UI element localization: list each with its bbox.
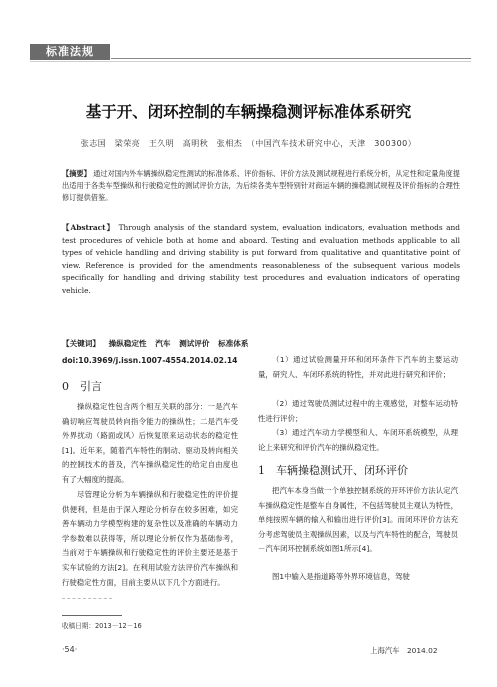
keywords-line: [62, 338, 255, 349]
section-rule: [111, 58, 471, 59]
abstract-cn-label: 【摘要】: [62, 169, 91, 178]
method-item-2: （2）通过驾驶员测试过程中的主观感觉，对整车运动特性进行评价；: [258, 399, 458, 423]
keyword-item: 标准体系: [218, 339, 249, 348]
intro-paragraph-1: 操纵稳定性包含两个相互关联的部分：一是汽车确切响应驾驶员转向指令能力的操纵性；二是汽车受外界扰动（路面或风）后恢复原来运动状态的稳定性[1]。近年来，随着汽车特性的制动、驱动及转向相关的控制技术的普及，汽车操纵稳定性的给定自由度也有了大幅度的提高。: [62, 402, 238, 484]
abstract-en: [62, 222, 460, 298]
bottom-mark: [62, 598, 112, 599]
page-number: ·54·: [62, 645, 78, 654]
received-date: 收稿日期：2013－12－16: [62, 622, 142, 630]
keyword-item: 汽车: [155, 339, 171, 348]
keyword-item: 操纵稳定性: [108, 339, 147, 348]
abstract-en-label: 【Abstract】: [62, 223, 116, 232]
keywords-label: 【关键词】: [62, 339, 100, 348]
section-1-paragraph-2: 图1中输入是指道路等外界环境信息，驾驶: [272, 572, 410, 581]
section-rule-light: [30, 61, 471, 62]
keyword-item: 测试评价: [179, 339, 210, 348]
paper-title: 基于开、闭环控制的车辆操稳测评标准体系研究: [85, 103, 412, 121]
footnote-rule: [62, 615, 122, 616]
section-1-paragraph-1: 把汽车本身当做一个单独控制系统的开环评价方法认定汽车操纵稳定性是整车自身属性，不包括驾驶员主观认为特性，单纯按照车辆的输入和输出进行评价[3]。而闭环评价方法充分考虑驾驶员主观操纵因素，以及与汽车特性的配合，驾驶员－汽车闭环控制系统如图1所示[4]。: [258, 486, 458, 554]
doi-line: doi:10.3969/j.issn.1007-4554.2014.02.14: [62, 356, 238, 365]
intro-heading: 0 引言: [62, 380, 102, 393]
intro-paragraph-2: 尽管理论分析为车辆操纵和行驶稳定性的评价提供便利，但是由于深入理论分析存在较多困难，如完善车辆动力学模型构建的复杂性以及准确的车辆动力学参数难以获得等，所以理论分析仅作为基础参考，当前对于车辆操纵和行驶稳定性的评价主要还是基于实车试验的方法[2]。在利用试验方法评价汽车操纵和行驶稳定性方面，目前主要从以下几个方面进行。: [62, 490, 238, 587]
journal-issue: 上海汽车 2014.02: [370, 646, 438, 655]
method-item-1: （1）通过试验测量开环和闭环条件下汽车的主要运动量，研究人、车闭环系统的特性，并对此进行研究和评价；: [258, 355, 458, 379]
abstract-cn: [62, 168, 460, 205]
abstract-en-text: Through analysis of the standard system, evaluation indicators, evaluation methods and test procedures of vehicle both at home and aboard. Testing and evaluation methods applicable to all types of vehicle handling and driving stability is put forward from qualitative and quantitative point of view. Reference is provided for the amendments reasonableness of the subsequent various models specifically for handling and driving stability test procedures and evaluation indicators of operating vehicle.: [62, 223, 460, 295]
section-tag: 标准法规: [30, 44, 110, 60]
section-1-heading: 1 车辆操稳测试开、闭环评价: [258, 464, 408, 477]
method-item-3: （3）通过汽车动力学模型和人、车闭环系统模型，从理论上来研究和评价汽车的操纵稳定性。: [258, 428, 458, 452]
abstract-cn-text: 通过对国内外车辆操纵稳定性测试的标准体系、评价指标、评价方法及测试规程进行系统分析，从定性和定量角度提出适用于各类车型操纵和行驶稳定性的测试评价方法，为后续各类车型特别针对商运车辆的操稳测试规程及评价指标的合理性修订提供借鉴。: [62, 169, 460, 203]
authors-line: 张志国 梁荣亮 王久明 高明秋 张相杰 （中国汽车技术研究中心，天津 300300）: [80, 139, 417, 148]
